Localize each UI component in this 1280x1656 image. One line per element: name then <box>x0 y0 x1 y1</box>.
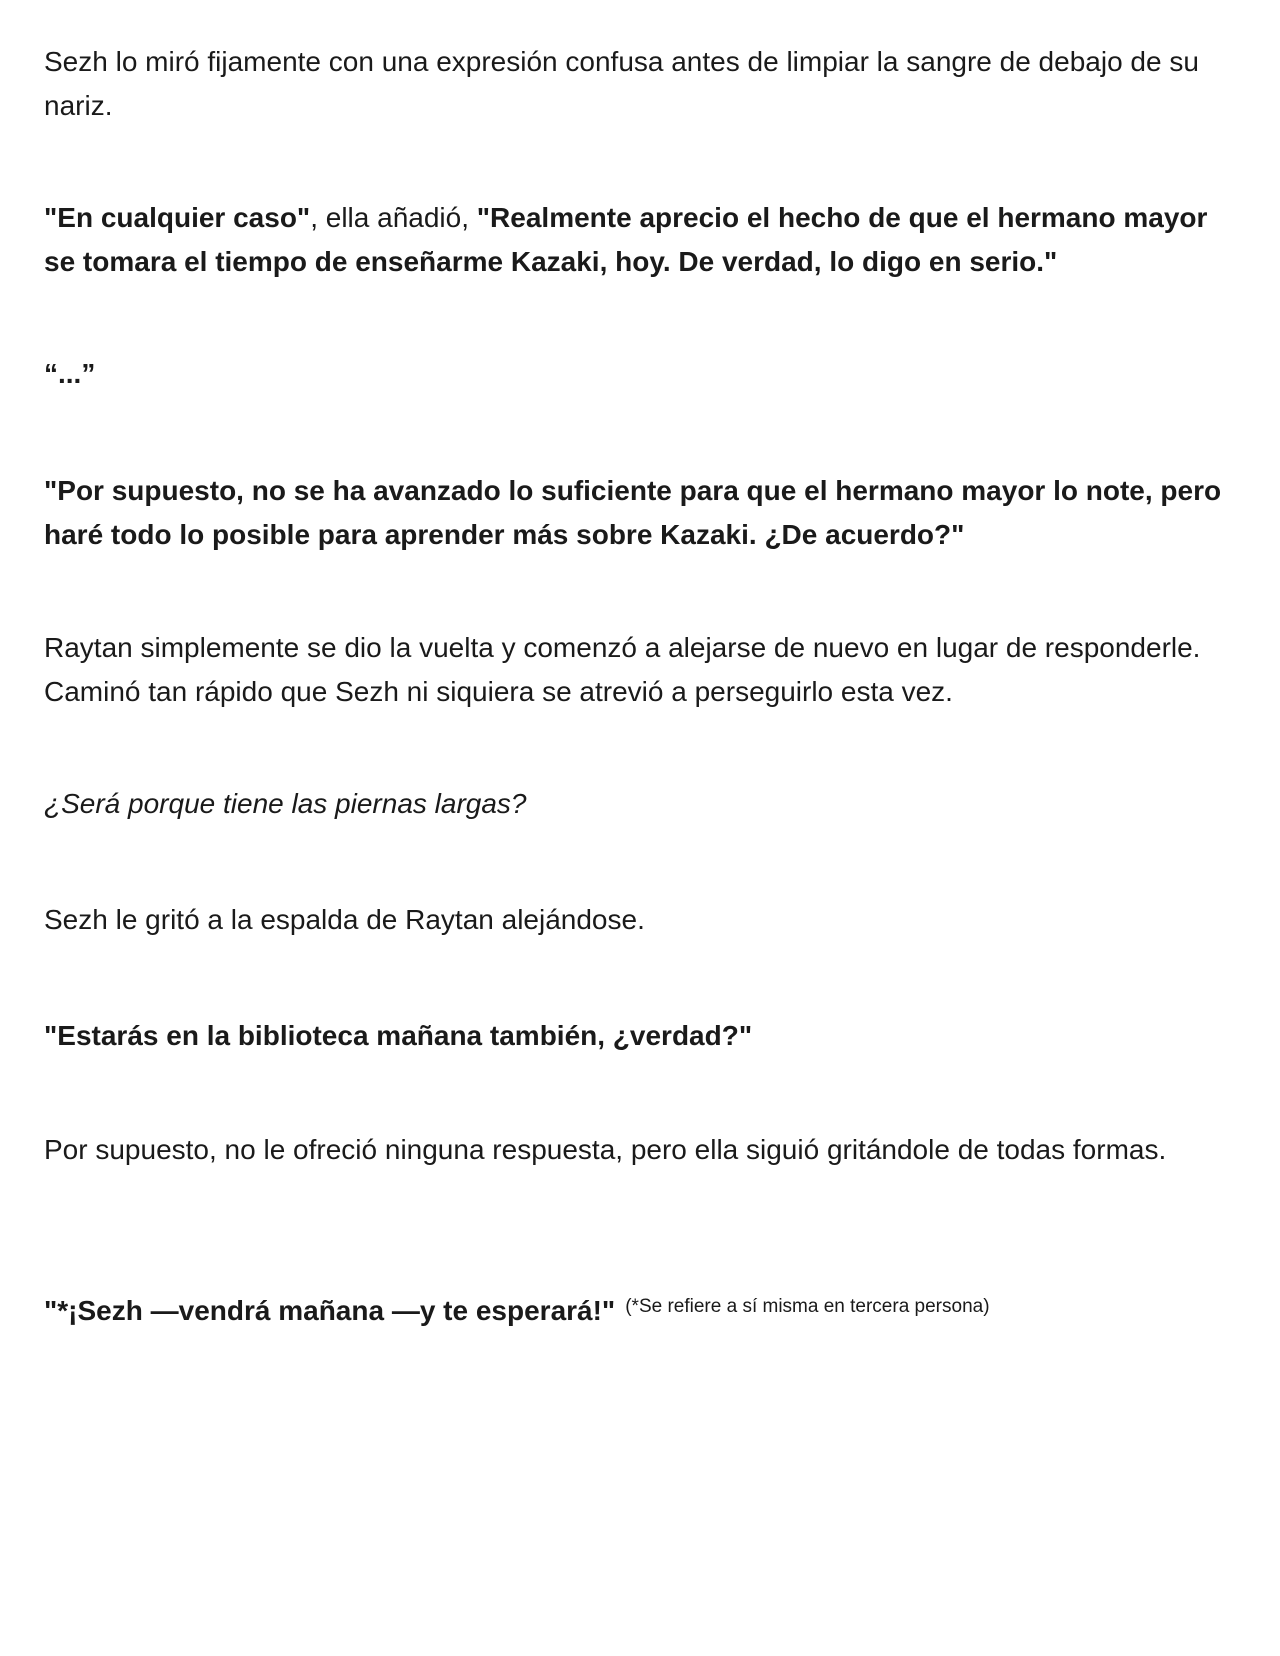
dialogue-sezh-will-come: "*¡Sezh —vendrá mañana —y te esperará!" <box>44 1295 616 1326</box>
paragraph-1 <box>44 40 1224 128</box>
paragraph-4 <box>44 469 1224 557</box>
paragraph-6 <box>44 782 1224 826</box>
paragraph-2 <box>44 196 1224 284</box>
thought-long-legs: ¿Será porque tiene las piernas largas? <box>44 788 527 819</box>
dialogue-really-appreciate: "Realmente aprecio el hecho de que el hermano mayor se tomara el tiempo de enseñarme Kazaki, hoy. De verdad, lo digo en serio." <box>44 202 1208 277</box>
narration-sezh-shouted: Sezh le gritó a la espalda de Raytan alejándose. <box>44 904 645 935</box>
narration-she-added: , ella añadió, <box>310 202 477 233</box>
paragraph-1-text: Sezh lo miró fijamente con una expresión confusa antes de limpiar la sangre de debajo de su nariz. <box>44 46 1199 121</box>
paragraph-9 <box>44 1128 1224 1172</box>
dialogue-in-any-case: "En cualquier caso" <box>44 202 311 233</box>
dialogue-of-course: "Por supuesto, no se ha avanzado lo suficiente para que el hermano mayor lo note, pero haré todo lo posible para aprender más sobre Kazaki. ¿De acuerdo?" <box>44 475 1222 550</box>
narration-no-answer: Por supuesto, no le ofreció ninguna respuesta, pero ella siguió gritándole de todas formas. <box>44 1134 1167 1165</box>
paragraph-5 <box>44 626 1224 714</box>
narration-raytan-turned: Raytan simplemente se dio la vuelta y comenzó a alejarse de nuevo en lugar de responderle. Caminó tan rápido que Sezh ni siquiera se atrevió a perseguirlo esta vez. <box>44 632 1201 707</box>
paragraph-10 <box>44 1285 1224 1333</box>
ellipsis-dialogue: “...” <box>44 358 96 389</box>
dialogue-library-tomorrow: "Estarás en la biblioteca mañana también, ¿verdad?" <box>44 1020 753 1051</box>
paragraph-8 <box>44 1014 1224 1058</box>
paragraph-3 <box>44 352 1224 396</box>
translator-footnote: (*Se refiere a sí misma en tercera persona) <box>625 1296 990 1317</box>
paragraph-7 <box>44 898 1224 942</box>
